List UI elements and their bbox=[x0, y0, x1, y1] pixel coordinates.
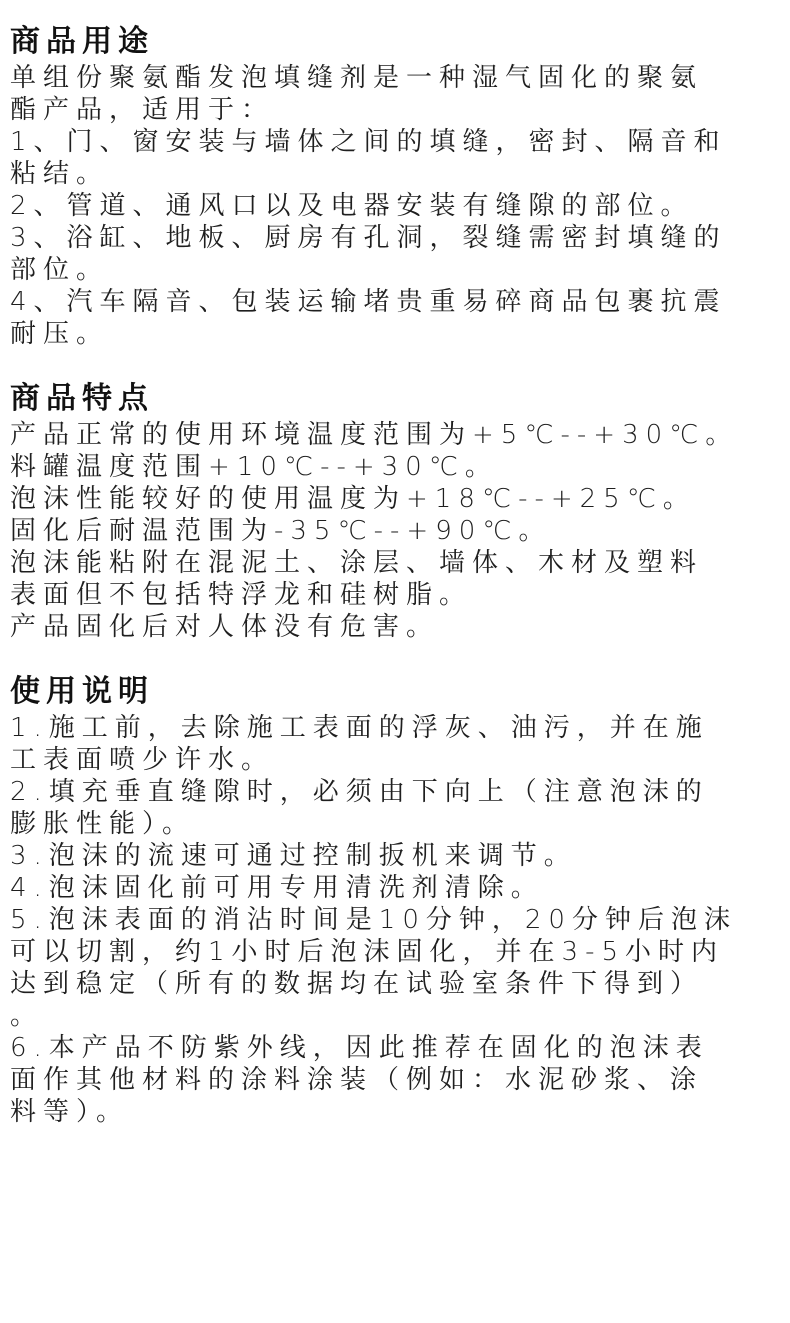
instructions-line: 膨胀性能）。 bbox=[10, 809, 196, 839]
uses-line: 耐压。 bbox=[10, 319, 110, 349]
section-product-features bbox=[10, 379, 780, 643]
uses-line: 单组份聚氨酯发泡填缝剂是一种湿气固化的聚氨 bbox=[10, 63, 704, 93]
instructions-line: 工表面喷少许水。 bbox=[10, 745, 275, 775]
section-title-uses: 商品用途 bbox=[10, 24, 154, 59]
uses-line: 部位。 bbox=[10, 255, 110, 285]
uses-line: 2、管道、通风口以及电器安装有缝隙的部位。 bbox=[10, 191, 694, 221]
instructions-line: 面作其他材料的涂料涂装（例如：水泥砂浆、涂 bbox=[10, 1065, 704, 1095]
instructions-line: 达到稳定（所有的数据均在试验室条件下得到） bbox=[10, 969, 704, 999]
uses-line: 酯产品，适用于： bbox=[10, 95, 275, 125]
uses-line: 4、汽车隔音、包装运输堵贵重易碎商品包裹抗震 bbox=[10, 287, 727, 317]
section-title-features: 商品特点 bbox=[10, 381, 154, 416]
features-line: 产品固化后对人体没有危害。 bbox=[10, 612, 440, 642]
features-line: 泡沫能粘附在混泥土、涂层、墙体、木材及塑料 bbox=[10, 548, 704, 578]
uses-line: 1、门、窗安装与墙体之间的填缝，密封、隔音和 bbox=[10, 127, 727, 157]
instructions-line: 2.填充垂直缝隙时，必须由下向上（注意泡沫的 bbox=[10, 777, 709, 807]
product-description-document bbox=[10, 22, 780, 1157]
section-title-instructions: 使用说明 bbox=[10, 674, 154, 709]
features-line: 表面但不包括特浮龙和硅树脂。 bbox=[10, 580, 473, 610]
uses-line: 粘结。 bbox=[10, 159, 110, 189]
features-line: 泡沫性能较好的使用温度为+18℃--+25℃。 bbox=[10, 484, 696, 514]
features-line: 料罐温度范围+10℃--+30℃。 bbox=[10, 452, 498, 482]
instructions-line: 3.泡沫的流速可通过控制扳机来调节。 bbox=[10, 841, 577, 871]
instructions-line: 4.泡沫固化前可用专用清洗剂清除。 bbox=[10, 873, 544, 903]
section-usage-instructions bbox=[10, 672, 780, 1128]
instructions-line: 料等）。 bbox=[10, 1097, 130, 1127]
instructions-line: 。 bbox=[10, 1001, 44, 1031]
instructions-line: 6.本产品不防紫外线，因此推荐在固化的泡沫表 bbox=[10, 1033, 709, 1063]
instructions-line: 1.施工前，去除施工表面的浮灰、油污，并在施 bbox=[10, 713, 709, 743]
features-line: 产品正常的使用环境温度范围为+5℃--+30℃。 bbox=[10, 420, 739, 450]
uses-line: 3、浴缸、地板、厨房有孔洞，裂缝需密封填缝的 bbox=[10, 223, 727, 253]
features-line: 固化后耐温范围为-35℃--+90℃。 bbox=[10, 516, 552, 546]
section-product-uses bbox=[10, 22, 780, 350]
instructions-line: 可以切割，约1小时后泡沫固化，并在3-5小时内 bbox=[10, 937, 725, 967]
instructions-line: 5.泡沫表面的消沾时间是10分钟，20分钟后泡沫 bbox=[10, 905, 737, 935]
